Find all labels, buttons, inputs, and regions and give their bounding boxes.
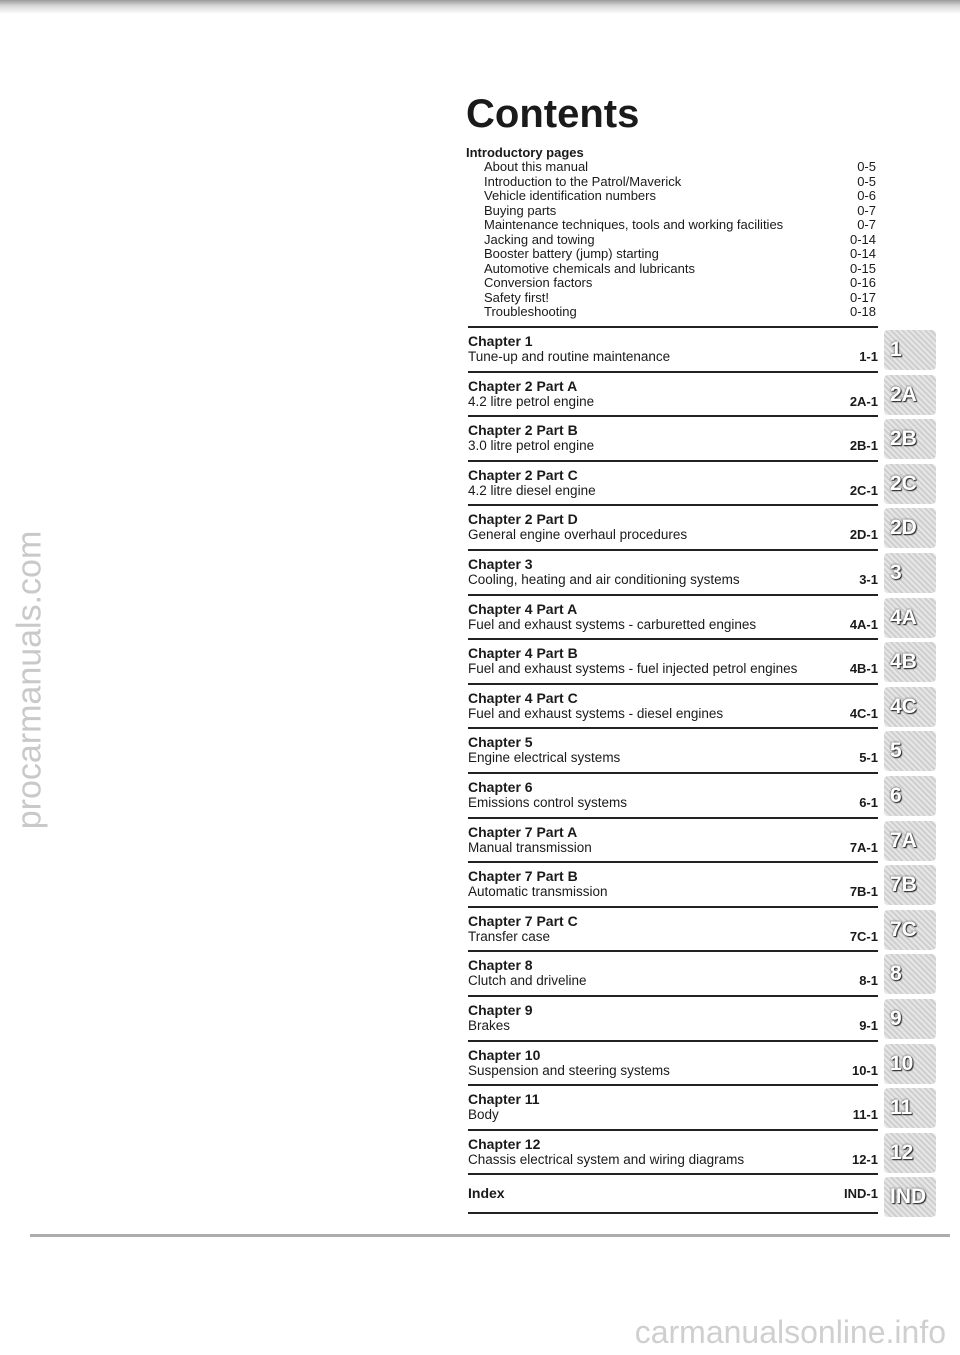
chapter-page: 7B-1 [849, 884, 878, 900]
chapter-heading: Chapter 6 [468, 778, 533, 795]
chapter-page: 10-1 [851, 1062, 878, 1078]
chapter-page: 9-1 [859, 1017, 878, 1033]
intro-item-label: Troubleshooting [484, 304, 577, 319]
side-watermark [8, 530, 52, 830]
chapter-tab[interactable]: 2D [884, 508, 936, 548]
chapter-title: 4.2 litre diesel engine [468, 482, 596, 498]
chapter-page: 7C-1 [849, 928, 878, 944]
chapter-tab[interactable]: 5 [884, 731, 936, 771]
chapter-tab[interactable]: 2A [884, 375, 936, 415]
chapter-row [468, 1018, 878, 1034]
intro-item[interactable] [466, 233, 876, 248]
chapter-heading: Chapter 4 Part B [468, 645, 578, 662]
chapter-page: 2C-1 [849, 482, 878, 498]
thumb-tabs [884, 330, 936, 1222]
chapter-tab[interactable]: 10 [884, 1044, 936, 1084]
chapter-tab[interactable]: 3 [884, 553, 936, 593]
chapter-row [468, 706, 878, 722]
chapter-entry[interactable] [468, 549, 878, 594]
chapter-heading: Chapter 4 Part A [468, 600, 578, 617]
chapter-page: 5-1 [859, 750, 878, 766]
chapter-title: Brakes [468, 1017, 511, 1033]
chapter-row [468, 483, 878, 499]
chapter-row [468, 1152, 878, 1168]
chapter-row [468, 840, 878, 856]
chapter-heading: Chapter 11 [468, 1091, 540, 1108]
intro-item-label: Maintenance techniques, tools and working facilities [484, 217, 784, 232]
bottom-watermark: carmanualsonline.info [634, 1314, 946, 1350]
chapter-title: Body [468, 1107, 499, 1123]
chapter-entry[interactable] [468, 371, 878, 416]
intro-item-label: Safety first! [484, 289, 550, 305]
chapter-page: 2B-1 [849, 438, 878, 454]
chapter-heading: Chapter 5 [468, 734, 533, 751]
chapter-tab[interactable]: 6 [884, 776, 936, 816]
intro-item-page: 0-7 [857, 217, 876, 232]
intro-item[interactable] [466, 204, 876, 219]
chapter-heading: Chapter 8 [468, 957, 533, 974]
chapter-tab[interactable]: 9 [884, 999, 936, 1039]
chapter-tab[interactable]: 2C [884, 464, 936, 504]
chapter-entry[interactable] [468, 594, 878, 639]
chapter-heading: Chapter 7 Part A [468, 823, 578, 840]
chapter-page: 8-1 [859, 973, 878, 989]
chapter-entry[interactable] [468, 1040, 878, 1085]
chapter-title: 4.2 litre petrol engine [468, 393, 595, 409]
chapter-page: 11-1 [852, 1107, 878, 1123]
chapter-heading: Chapter 9 [468, 1001, 533, 1018]
chapter-row [468, 1063, 878, 1079]
chapter-title: Cooling, heating and air conditioning systems [468, 571, 740, 587]
intro-item-page: 0-14 [849, 231, 876, 247]
chapter-heading: Chapter 10 [468, 1046, 541, 1063]
chapter-row [468, 438, 878, 454]
intro-item-page: 0-5 [857, 159, 876, 174]
intro-item-page: 0-7 [857, 202, 876, 218]
intro-item-label: Booster battery (jump) starting [484, 246, 659, 261]
chapter-heading: Chapter 1 [468, 333, 533, 349]
chapter-page: 4B-1 [849, 661, 878, 677]
intro-item[interactable] [466, 218, 876, 233]
chapter-entry[interactable] [468, 817, 878, 862]
intro-item[interactable] [466, 262, 876, 277]
chapter-page: 4C-1 [849, 705, 878, 721]
intro-item-label: Vehicle identification numbers [484, 188, 656, 203]
intro-item[interactable] [466, 305, 876, 320]
chapter-page: 4A-1 [849, 616, 878, 632]
chapter-heading: Chapter 7 Part B [468, 868, 578, 885]
chapter-entry[interactable] [468, 950, 878, 995]
intro-item[interactable] [466, 247, 876, 262]
intro-item[interactable] [466, 175, 876, 190]
chapter-entry[interactable] [468, 415, 878, 460]
chapter-entry[interactable] [468, 995, 878, 1040]
intro-item-label: Conversion factors [484, 275, 593, 290]
chapter-title: Fuel and exhaust systems - diesel engines [468, 705, 724, 721]
chapter-entry[interactable] [468, 906, 878, 951]
chapter-page: 12-1 [851, 1151, 878, 1167]
intro-item-label: Buying parts [484, 202, 557, 218]
chapter-title: Manual transmission [468, 839, 592, 855]
chapter-row [468, 527, 878, 543]
chapter-row [468, 973, 878, 989]
chapter-tab[interactable]: 2B [884, 419, 936, 459]
chapter-entry[interactable] [468, 504, 878, 549]
chapter-tab[interactable]: 8 [884, 954, 936, 994]
chapter-row [468, 572, 878, 588]
chapter-title: 3.0 litre petrol engine [468, 438, 595, 454]
chapter-tab[interactable]: 12 [884, 1133, 936, 1173]
end-rule [468, 1212, 878, 1214]
chapter-page: 7A-1 [849, 839, 878, 855]
intro-section [466, 145, 876, 320]
intro-item-page: 0-15 [849, 260, 876, 276]
intro-heading: Introductory pages [466, 145, 584, 160]
chapter-heading: Chapter 4 Part C [468, 689, 578, 706]
chapter-tab[interactable]: 4A [884, 598, 936, 638]
intro-item[interactable] [466, 291, 876, 306]
index-page: IND-1 [844, 1186, 878, 1202]
chapter-tab[interactable]: 7A [884, 821, 936, 861]
chapter-entry[interactable] [468, 861, 878, 906]
chapter-row [468, 661, 878, 677]
chapter-page: 2D-1 [849, 527, 878, 543]
chapter-tab[interactable]: 7B [884, 865, 936, 905]
index-tab[interactable]: IND [884, 1177, 936, 1217]
chapter-title: Fuel and exhaust systems - fuel injected petrol engines [468, 661, 798, 677]
side-watermark-text: procarmanuals.com [10, 530, 49, 830]
chapter-page: 3-1 [859, 571, 878, 587]
chapter-tab[interactable]: 4B [884, 642, 936, 682]
chapter-heading: Chapter 2 Part A [468, 377, 578, 394]
chapter-title: Emissions control systems [468, 794, 628, 810]
index-title: Index [468, 1185, 505, 1202]
chapter-entry[interactable] [468, 460, 878, 505]
chapter-tab[interactable]: 4C [884, 687, 936, 727]
chapter-page: 6-1 [859, 794, 878, 810]
intro-item[interactable] [466, 189, 876, 204]
chapter-heading: Chapter 2 Part D [468, 511, 578, 528]
chapter-title: Suspension and steering systems [468, 1062, 670, 1078]
chapter-entry[interactable] [468, 683, 878, 728]
intro-item[interactable] [466, 276, 876, 291]
chapter-entry[interactable] [468, 1129, 878, 1174]
chapter-row [468, 884, 878, 900]
intro-item-page: 0-14 [849, 246, 876, 261]
chapter-tab[interactable]: 1 [884, 330, 936, 370]
chapter-page: 1-1 [859, 349, 878, 364]
chapter-title: Fuel and exhaust systems - carburetted engines [468, 616, 757, 632]
chapter-title: Chassis electrical system and wiring diagrams [468, 1151, 745, 1167]
chapter-entry[interactable] [468, 1084, 878, 1129]
chapter-row [468, 795, 878, 811]
chapter-title: Transfer case [468, 928, 551, 944]
chapter-heading: Chapter 2 Part B [468, 422, 578, 439]
chapter-title: Engine electrical systems [468, 750, 621, 766]
intro-item-label: Jacking and towing [484, 231, 595, 247]
intro-item-label: Automotive chemicals and lubricants [484, 260, 695, 276]
intro-item-label: About this manual [484, 159, 589, 174]
chapter-heading: Chapter 12 [468, 1135, 541, 1152]
chapter-title: Tune-up and routine maintenance [468, 349, 671, 364]
chapter-heading: Chapter 2 Part C [468, 466, 578, 483]
chapter-row [468, 617, 878, 633]
chapter-title: Automatic transmission [468, 884, 608, 900]
chapter-row [468, 750, 878, 766]
intro-item-page: 0-5 [857, 173, 876, 189]
chapter-row [468, 1107, 878, 1123]
chapter-title: Clutch and driveline [468, 973, 587, 989]
page-title: Contents [466, 92, 640, 136]
intro-item-page: 0-17 [849, 289, 876, 305]
intro-item-page: 0-6 [857, 188, 876, 203]
scan-top-edge [0, 0, 960, 14]
chapter-entry[interactable] [468, 638, 878, 683]
intro-item[interactable] [466, 160, 876, 175]
intro-item-page: 0-16 [849, 275, 876, 290]
chapter-heading: Chapter 7 Part C [468, 912, 578, 929]
chapter-tab[interactable]: 11 [884, 1088, 936, 1128]
chapter-heading: Chapter 3 [468, 555, 533, 572]
intro-list [466, 160, 876, 320]
scan-bottom-edge [30, 1234, 950, 1237]
chapter-title: General engine overhaul procedures [468, 527, 688, 543]
chapter-tab[interactable]: 7C [884, 910, 936, 950]
intro-item-page: 0-18 [849, 304, 876, 319]
chapter-page: 2A-1 [849, 393, 878, 409]
chapter-entry[interactable] [468, 772, 878, 817]
index-row [468, 1185, 878, 1202]
intro-item-label: Introduction to the Patrol/Maverick [484, 173, 682, 189]
chapter-row [468, 349, 878, 365]
chapter-row [468, 394, 878, 410]
chapter-entry[interactable] [468, 727, 878, 772]
chapter-entry[interactable] [468, 326, 878, 371]
chapter-list [468, 326, 878, 1218]
chapter-row [468, 929, 878, 945]
